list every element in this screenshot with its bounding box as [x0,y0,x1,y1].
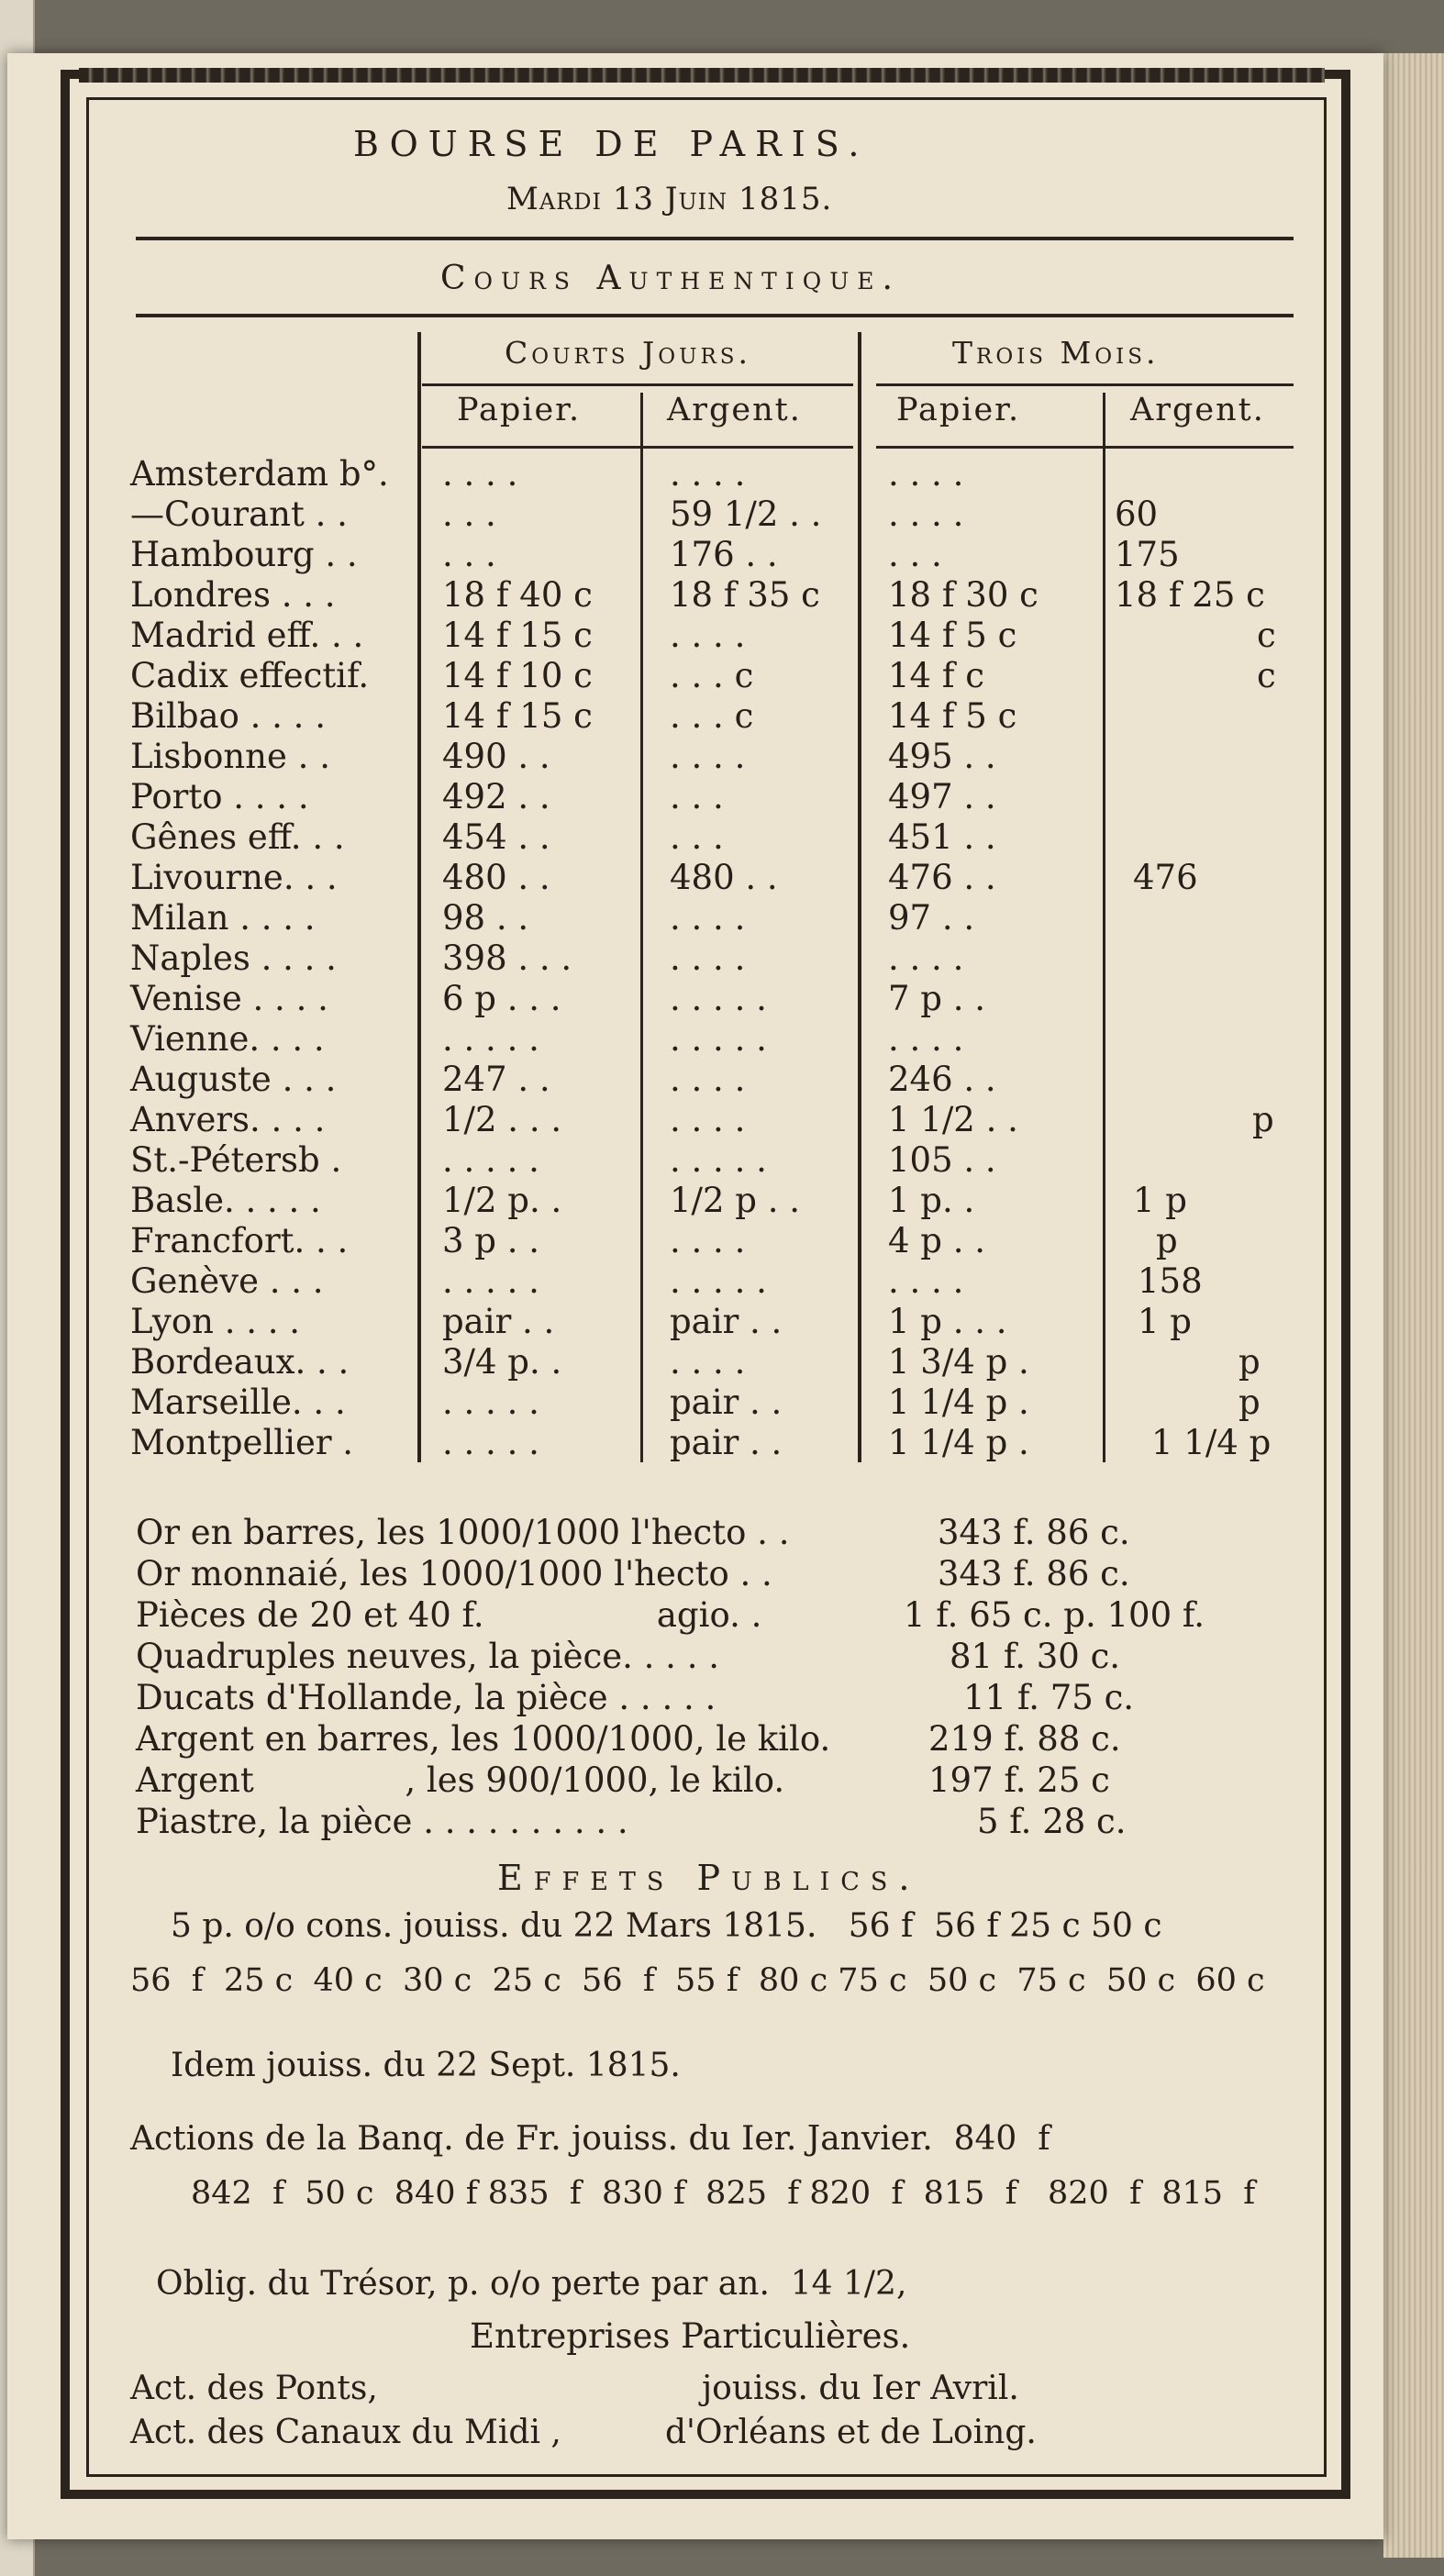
metal-value: 197 f. 25 c [928,1760,1110,1800]
table-cell: 1 3/4 p . [888,1342,1029,1382]
table-cell: 18 f 25 c [1115,575,1265,615]
table-cell: 480 . . [670,858,778,897]
metal-label: Ducats d'Hollande, la pièce . . . . . [136,1678,716,1717]
table-row-city: Amsterdam b°. [130,454,389,494]
table-cell: . . . . . [670,979,767,1018]
metal-value: 343 f. 86 c. [938,1554,1130,1593]
rule [876,383,1294,386]
table-cell: c [1257,656,1276,695]
metal-value: 81 f. 30 c. [950,1637,1121,1676]
table-cell: . . . [442,535,496,574]
canaux-value: d'Orléans et de Loing. [665,2414,1037,2451]
header-argent-1: Argent. [667,392,802,428]
table-cell: . . . [888,535,942,574]
header-papier-1: Papier. [457,392,582,428]
effets-line: 56 f 25 c 40 c 30 c 25 c 56 f 55 f 80 c 75 c 50 c 75 c 50 c 60 c [130,1962,1265,1999]
table-cell: . . . c [670,696,754,736]
metal-value: 5 f. 28 c. [977,1802,1127,1841]
table-cell: pair . . [670,1302,783,1341]
header-trois-mois: Trois Mois. [952,335,1160,371]
table-cell: 1 1/4 p [1151,1423,1272,1462]
column-rule [858,332,861,1462]
table-row-city: Milan . . . . [130,898,316,938]
table-row-city: —Courant . . [130,494,348,534]
table-cell: 451 . . [888,817,996,857]
oblig-line: Oblig. du Trésor, p. o/o perte par an. 14 1/2, [156,2265,907,2303]
table-cell: 495 . . [888,737,996,776]
table-cell: . . . . [888,494,964,534]
table-cell: . . . . . [442,1019,539,1059]
table-cell: pair . . [670,1382,783,1422]
table-cell: 1 p . . . [888,1302,1007,1341]
table-cell: 18 f 35 c [670,575,820,615]
rule [876,446,1294,449]
table-cell: . . . . [670,1342,746,1382]
table-cell: 492 . . [442,777,550,816]
metal-label: Or en barres, les 1000/1000 l'hecto . . [136,1513,790,1552]
idem-line: Idem jouiss. du 22 Sept. 1815. [171,2047,681,2084]
table-cell: 480 . . [442,858,550,897]
metal-value: 219 f. 88 c. [928,1719,1121,1759]
table-cell: 59 1/2 . . [670,494,822,534]
table-cell: . . . . [670,454,746,494]
table-cell: 98 . . [442,898,529,938]
table-row-city: Lisbonne . . [130,737,330,776]
actions-line: Actions de la Banq. de Fr. jouiss. du Ier. Janvier. 840 f [130,2120,1050,2158]
table-cell: 14 f 5 c [888,616,1017,655]
table-cell: . . . . [888,1261,964,1301]
table-cell: 490 . . [442,737,550,776]
table-cell: . . . c [670,656,754,695]
table-cell: . . . . [670,1060,746,1099]
table-row-city: Madrid eff. . . [130,616,364,655]
table-cell: 497 . . [888,777,996,816]
canaux-label: Act. des Canaux du Midi , [130,2414,561,2451]
table-cell: . . . [670,777,724,816]
table-cell: . . . . [670,898,746,938]
ponts-label: Act. des Ponts, [130,2370,378,2407]
table-cell: . . . . . [442,1382,539,1422]
effets-line: 5 p. o/o cons. jouiss. du 22 Mars 1815. 56 f 56 f 25 c 50 c [171,1907,1162,1945]
table-cell: 176 . . [670,535,778,574]
table-cell: 398 . . . [442,938,572,978]
table-cell: 18 f 30 c [888,575,1039,615]
table-cell: 158 [1138,1261,1203,1301]
table-cell: . . . . . [442,1261,539,1301]
cours-heading: Cours Authentique. [440,260,901,297]
column-rule [640,393,643,1462]
table-cell: 1 1/4 p . [888,1382,1029,1422]
table-cell: . . . . [888,1019,964,1059]
page-edges [1383,53,1444,2558]
header-argent-2: Argent. [1130,392,1265,428]
rule [136,314,1294,317]
table-cell: 97 . . [888,898,975,938]
table-cell: . . . [442,494,496,534]
table-cell: . . . . [670,737,746,776]
table-cell: . . . . . [442,1423,539,1462]
table-cell: p [1156,1221,1178,1260]
table-cell: 476 [1133,858,1198,897]
table-cell: 4 p . . [888,1221,986,1260]
table-row-city: Anvers. . . . [130,1100,326,1139]
column-rule [417,332,421,1462]
table-row-city: Hambourg . . [130,535,358,574]
table-cell: 6 p . . . [442,979,561,1018]
table-row-city: Porto . . . . [130,777,309,816]
table-cell: c [1257,616,1276,655]
table-cell: 60 [1115,494,1159,534]
actions-line: 842 f 50 c 840 f 835 f 830 f 825 f 820 f 815 f 820 f 815 f [191,2175,1256,2212]
effets-heading: Effets Publics. [497,1858,921,1898]
table-row-city: Auguste . . . [130,1060,337,1099]
table-cell: 1/2 p. . [442,1181,562,1220]
column-rule [1103,393,1105,1462]
table-row-city: Bilbao . . . . [130,696,326,736]
table-cell: 1 p [1133,1181,1187,1220]
table-cell: pair . . [442,1302,555,1341]
table-cell: . . . . [888,938,964,978]
table-cell: p [1239,1382,1261,1422]
table-cell: p [1239,1342,1261,1382]
metal-label: Pièces de 20 et 40 f. agio. . [136,1595,762,1635]
page-date: Mardi 13 Juin 1815. [506,181,833,217]
table-cell: . . . . [670,616,746,655]
table-cell: 246 . . [888,1060,996,1099]
table-cell: 105 . . [888,1140,996,1180]
rule [136,237,1294,240]
rule [422,446,853,449]
table-cell: 1 p [1138,1302,1192,1341]
table-row-city: St.-Pétersb . [130,1140,342,1180]
table-row-city: Venise . . . . [130,979,328,1018]
table-cell: 14 f 10 c [442,656,593,695]
table-cell: 14 f 15 c [442,616,593,655]
table-cell: 14 f c [888,656,985,695]
table-cell: 14 f 5 c [888,696,1017,736]
metal-label: Piastre, la pièce . . . . . . . . . . [136,1802,628,1841]
metal-label: Quadruples neuves, la pièce. . . . . [136,1637,719,1676]
table-cell: 1 1/4 p . [888,1423,1029,1462]
table-cell: . . . . . [442,1140,539,1180]
metal-label: Argent , les 900/1000, le kilo. [136,1760,785,1800]
table-row-city: Gênes eff. . . [130,817,345,857]
table-cell: 1/2 . . . [442,1100,562,1139]
table-cell: 1/2 p . . [670,1181,801,1220]
table-cell: 1 1/2 . . [888,1100,1018,1139]
table-cell: 14 f 15 c [442,696,593,736]
table-cell: 175 [1115,535,1180,574]
table-row-city: Bordeaux. . . [130,1342,350,1382]
rule [422,383,853,386]
table-cell: 18 f 40 c [442,575,593,615]
table-cell: . . . . . [670,1261,767,1301]
header-courts-jours: Courts Jours. [505,335,752,371]
table-row-city: Cadix effectif. [130,656,370,695]
table-row-city: Basle. . . . . [130,1181,321,1220]
table-cell: 247 . . [442,1060,550,1099]
table-cell: . . . . [888,454,964,494]
table-row-city: Lyon . . . . [130,1302,301,1341]
table-cell: 3/4 p. . [442,1342,562,1382]
metal-value: 343 f. 86 c. [938,1513,1130,1552]
table-cell: p [1252,1100,1274,1139]
metal-value: 1 f. 65 c. p. 100 f. [904,1595,1205,1635]
table-cell: 1 p. . [888,1181,975,1220]
table-cell: . . . [670,817,724,857]
entreprises-heading: Entreprises Particulières. [470,2316,911,2356]
page-title: BOURSE DE PARIS. [353,124,870,164]
table-cell: . . . . [670,1221,746,1260]
table-row-city: Montpellier . [130,1423,354,1462]
table-cell: 454 . . [442,817,550,857]
table-row-city: Naples . . . . [130,938,337,978]
table-cell: 476 . . [888,858,996,897]
table-row-city: Francfort. . . [130,1221,349,1260]
table-cell: 3 p . . [442,1221,540,1260]
table-cell: . . . . . [670,1019,767,1059]
table-row-city: Genève . . . [130,1261,324,1301]
table-cell: . . . . [442,454,518,494]
table-cell: . . . . [670,938,746,978]
ponts-value: jouiss. du Ier Avril. [702,2370,1019,2407]
metal-label: Argent en barres, les 1000/1000, le kilo. [136,1719,831,1759]
table-row-city: Marseille. . . [130,1382,346,1422]
table-cell: pair . . [670,1423,783,1462]
table-row-city: Vienne. . . . [130,1019,325,1059]
table-row-city: Livourne. . . [130,858,338,897]
top-ornament [79,68,1325,83]
metal-label: Or monnaié, les 1000/1000 l'hecto . . [136,1554,772,1593]
table-row-city: Londres . . . [130,575,336,615]
table-cell: . . . . [670,1100,746,1139]
metal-value: 11 f. 75 c. [963,1678,1135,1717]
table-cell: 7 p . . [888,979,986,1018]
header-papier-2: Papier. [896,392,1021,428]
table-cell: . . . . . [670,1140,767,1180]
